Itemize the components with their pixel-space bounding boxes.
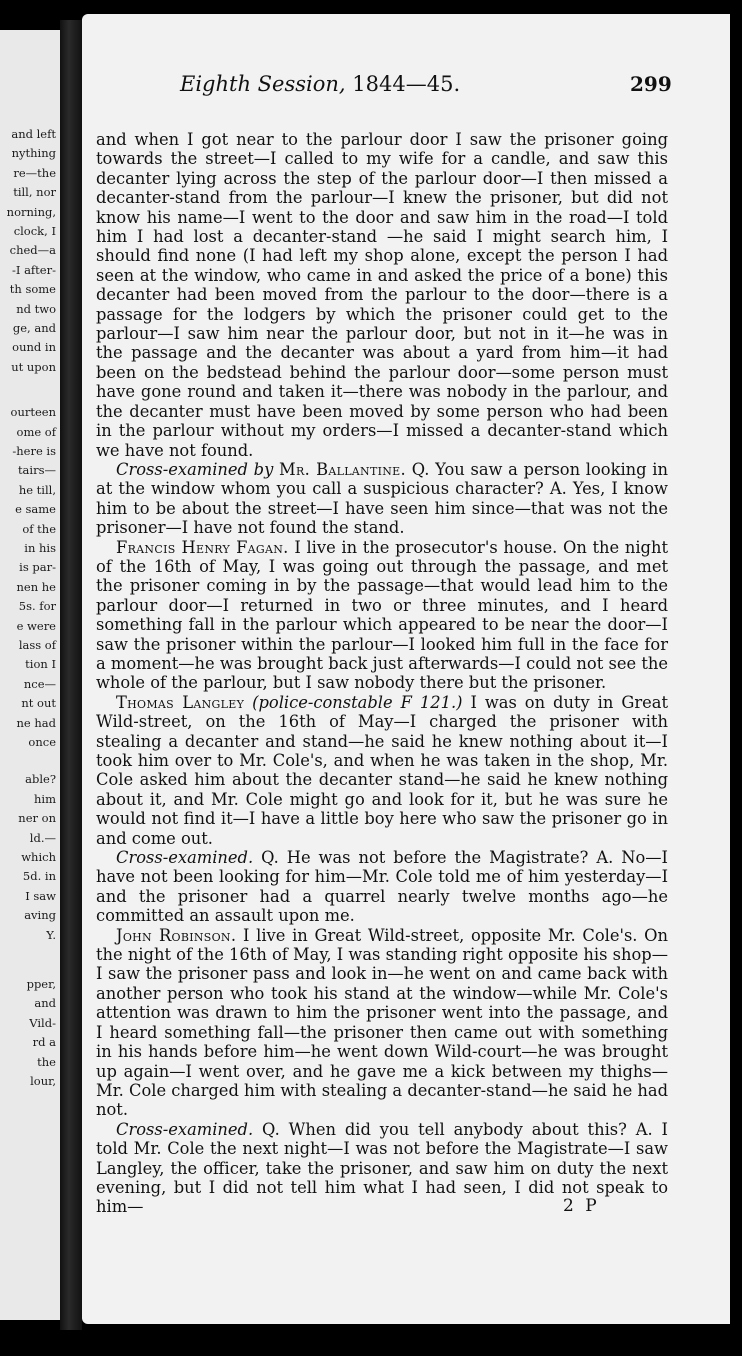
paragraph-text: Q. When did you tell anybody about this? A. I told Mr. Cole the next night—I was not before the Magistrate—I saw Langley, the officer, take the prisoner, and saw him on duty the next evening, but I did not tell him what I had seen, I did not speak to him— xyxy=(96,1119,668,1217)
facing-page-fragment: nd two xyxy=(16,301,56,316)
facing-page-fragment: is par- xyxy=(19,560,56,575)
session-title: Eighth Session, xyxy=(180,72,346,96)
paragraph xyxy=(96,926,668,1120)
facing-page-fragment: lass of xyxy=(18,638,56,652)
facing-page-fragment: which xyxy=(21,850,56,864)
facing-page-fragment: Vild- xyxy=(29,1015,56,1030)
facing-page-fragment: -here is xyxy=(12,444,56,458)
facing-page-fragment: ut upon xyxy=(11,359,56,374)
facing-page-fragment: once xyxy=(28,735,56,749)
paragraph xyxy=(96,693,668,848)
facing-page-fragment: ne had xyxy=(16,715,56,730)
facing-page-fragment: -I after- xyxy=(11,262,56,277)
paragraph-text: Q. You saw a person looking in at the window whom you call a suspicious character? A. Yes, I know him to be about the street—I have seen him since—that was not the prisoner—I have not found the stand. xyxy=(96,459,669,538)
witness-name: John Robinson. xyxy=(116,925,237,945)
paragraph xyxy=(96,130,668,460)
paragraph-text: I was on duty in Great Wild-street, on the 16th of May—I charged the prisoner with stealing a decanter and stand—he said he knew nothing about it—I took him over to Mr. Cole's, and when he was taken in the shop, Mr. Cole asked him about the decanter stand—he said he knew nothing about it, and Mr. Cole might go and look for it, but he was sure he would not find it—I have a little boy here who saw the prisoner go in and come out. xyxy=(96,692,669,848)
paragraph xyxy=(96,848,668,926)
facing-page-fragment: him xyxy=(34,791,56,806)
facing-page-fragment: nen he xyxy=(16,579,56,594)
paragraph-text: and when I got near to the parlour door I saw the prisoner going towards the street—I called to my wife for a candle, and saw this decanter lying across the step of the parlour door—I then missed a decanter-stand from the parlour—I knew the prisoner, but did not know his name—I went to the door and saw him in the road—I told him I had lost a decanter-stand —he said I might search him, I should find none (I had left my shop alone, except the person I had seen at the window, who came in and asked the price of a bone) this decanter had been moved from the parlour to the door—there is a passage for the lodgers by which the prisoner could get to the parlour—I saw him near the parlour door, but not in it—he was in the passage and the decanter was about a yard from him—it had been on the bedstead behind the parlour door—some person must have gone round and taken it—there was nobody in the parlour, and the decanter must have been moved by some person who had been in the parlour without my orders—I missed a decanter-stand which we have not found. xyxy=(96,130,668,460)
witness-role: (police-constable F 121.) xyxy=(244,692,463,712)
facing-page-fragment: 5s. for xyxy=(18,599,56,614)
facing-page-edge xyxy=(0,30,60,1320)
witness-name: Francis Henry Fagan. xyxy=(116,537,289,557)
facing-page-fragment: and left xyxy=(11,127,56,141)
witness-name: Thomas Langley xyxy=(116,692,245,712)
facing-page-fragment: ld.— xyxy=(29,830,56,845)
cross-examination-lead: Cross-examined. xyxy=(116,1119,254,1139)
facing-page-fragment: e same xyxy=(15,502,56,517)
facing-page-fragment: Y. xyxy=(46,927,56,942)
facing-page-fragment: of the xyxy=(22,521,56,536)
facing-page-fragment: tion I xyxy=(25,657,56,672)
facing-page-fragment: 5d. in xyxy=(22,869,56,884)
facing-page-fragment: till, nor xyxy=(13,185,56,200)
facing-page-fragment: e were xyxy=(16,618,56,633)
facing-page-fragment: nt out xyxy=(21,696,56,711)
facing-page-fragment: ge, and xyxy=(12,321,56,335)
page-number: 299 xyxy=(630,72,672,96)
session-years: 1844—45. xyxy=(352,72,461,96)
facing-page-fragment: ome of xyxy=(16,424,56,439)
paragraph-text: I live in the prosecutor's house. On the night of the 16th of May, I was going out through the passage, and met the prisoner coming in by the passage—that would lead him to the parlour door—I returned in two or three minutes, and I heard something fall in the parlour which appeared to be near the door—I saw the prisoner within the parlour—I looked him full in the face for a moment—he was brought back just afterwards—I could not see the whole of the parlour, but I saw nobody there but the prisoner. xyxy=(96,537,668,693)
cross-examination-lead: Cross-examined. xyxy=(116,848,254,868)
facing-page-fragment: he till, xyxy=(18,482,56,497)
facing-page-fragment: re—the xyxy=(13,165,56,180)
facing-page-fragment: pper, xyxy=(26,977,56,991)
facing-page-fragment: th some xyxy=(9,282,56,297)
facing-page-fragment: nce— xyxy=(23,676,56,691)
facing-page-fragment: aving xyxy=(24,908,56,923)
paragraph xyxy=(96,538,668,693)
facing-page-fragment: norning, xyxy=(6,204,56,219)
facing-page-fragment: rd a xyxy=(32,1035,56,1050)
facing-page-fragment: tairs— xyxy=(17,463,56,478)
facing-page-fragment: and xyxy=(34,996,56,1011)
facing-page-fragment: in his xyxy=(24,541,56,555)
body-text xyxy=(96,130,668,1217)
facing-page-fragment: ched—a xyxy=(9,243,56,258)
running-head xyxy=(180,72,460,96)
paragraph xyxy=(96,460,668,538)
facing-page-fragment: lour, xyxy=(30,1074,56,1088)
book-gutter xyxy=(60,20,82,1330)
paragraph-text: Q. He was not before the Magistrate? A. No—I have not been looking for him—Mr. Cole told me of him yesterday—I and the prisoner had a quarrel nearly twelve months ago—he committed an assault upon me. xyxy=(96,848,668,926)
facing-page-fragment: able? xyxy=(25,772,56,787)
cross-examination-lead: Cross-examined by xyxy=(116,459,280,479)
facing-page-fragment: clock, I xyxy=(13,224,56,238)
witness-name: Mr. Ballantine. xyxy=(279,459,406,479)
facing-page-fragment: nything xyxy=(11,146,56,161)
facing-page-fragment: ner on xyxy=(18,811,56,826)
facing-page-fragment: ourteen xyxy=(10,405,56,420)
signature-mark: 2 P xyxy=(563,1196,600,1216)
facing-page-fragment: I saw xyxy=(25,888,56,903)
facing-page-fragment: ound in xyxy=(12,340,56,355)
paragraph-text: I live in Great Wild-street, opposite Mr. Cole's. On the night of the 16th of May, I was standing right opposite his shop—I saw the prisoner pass and look in—he went on and came back with another person who took his stand at the window—while Mr. Cole's attention was drawn to him the prisoner went into the passage, and I heard something fall—the prisoner then came out with something in his hands before him—he went down Wild-court—he was brought up again—I went over, and he gave me a kick between my thighs—Mr. Cole charged him with stealing a decanter-stand—he said he had not. xyxy=(96,925,669,1120)
facing-page-fragment: the xyxy=(37,1054,56,1069)
